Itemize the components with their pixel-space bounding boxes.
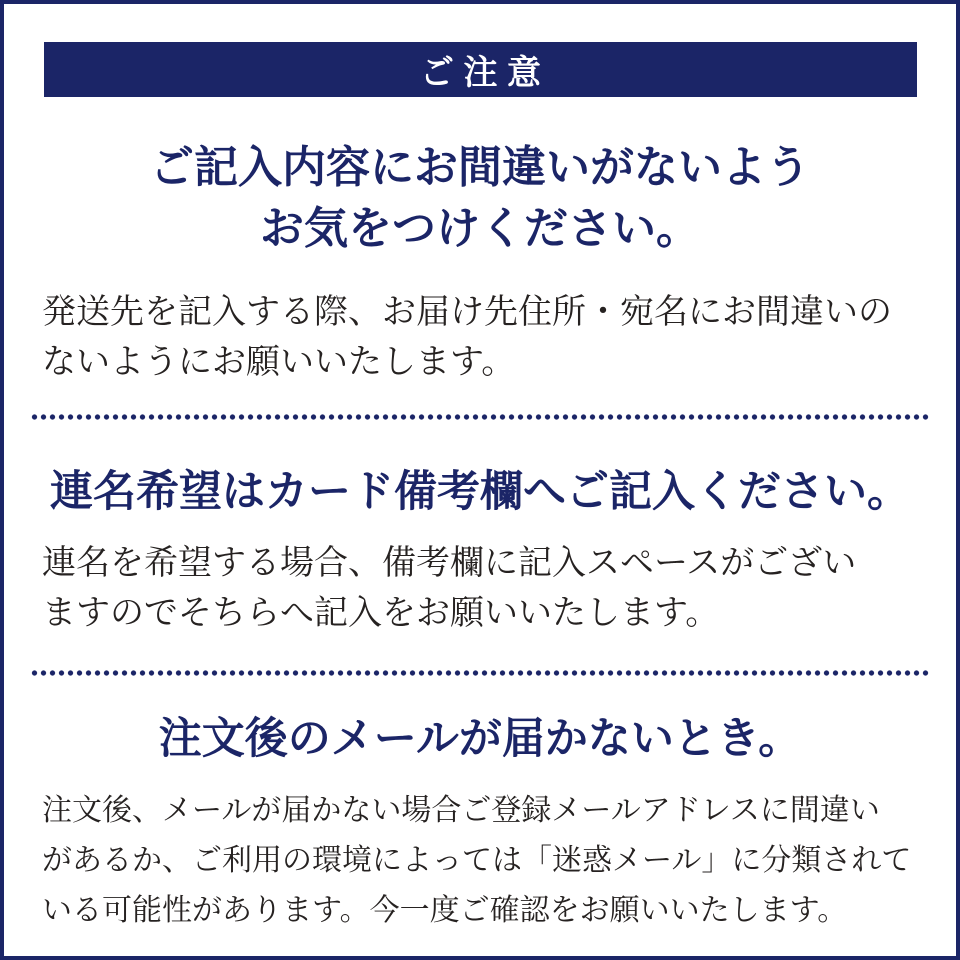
dotted-divider — [30, 670, 930, 676]
body-line: ないようにお願いいたします。 — [42, 343, 516, 381]
body-line: があるか、ご利用の環境によっては「迷惑メール」に分類されて — [42, 844, 912, 877]
dotted-divider — [30, 414, 930, 420]
heading-line: 連名希望はカード備考欄へご記入ください。 — [50, 468, 910, 516]
body-line: ますのでそちらへ記入をお願いいたします。 — [42, 594, 720, 632]
body-line: 注文後、メールが届かない場合ご登録メールアドレスに間違い — [42, 794, 880, 827]
section-mail-not-received-heading — [4, 709, 956, 769]
heading-line: 注文後のメールが届かないとき。 — [158, 715, 802, 763]
section-joint-name-body — [42, 538, 918, 638]
notice-banner-title: ご注意 — [419, 54, 551, 92]
body-line: いる可能性があります。今一度ご確認をお願いいたします。 — [42, 894, 848, 927]
section-entry-check-heading — [4, 137, 956, 259]
notice-banner — [44, 42, 917, 97]
body-line: 発送先を記入する際、お届け先住所・宛名にお間違いの — [42, 293, 892, 331]
section-joint-name-heading — [4, 462, 956, 522]
heading-line: ご記入内容にお間違いがないよう — [150, 143, 810, 192]
heading-line: お気をつけください。 — [260, 204, 700, 253]
section-entry-check-body — [42, 287, 918, 387]
section-mail-not-received-body — [42, 786, 918, 936]
body-line: 連名を希望する場合、備考欄に記入スペースがござい — [42, 544, 857, 582]
